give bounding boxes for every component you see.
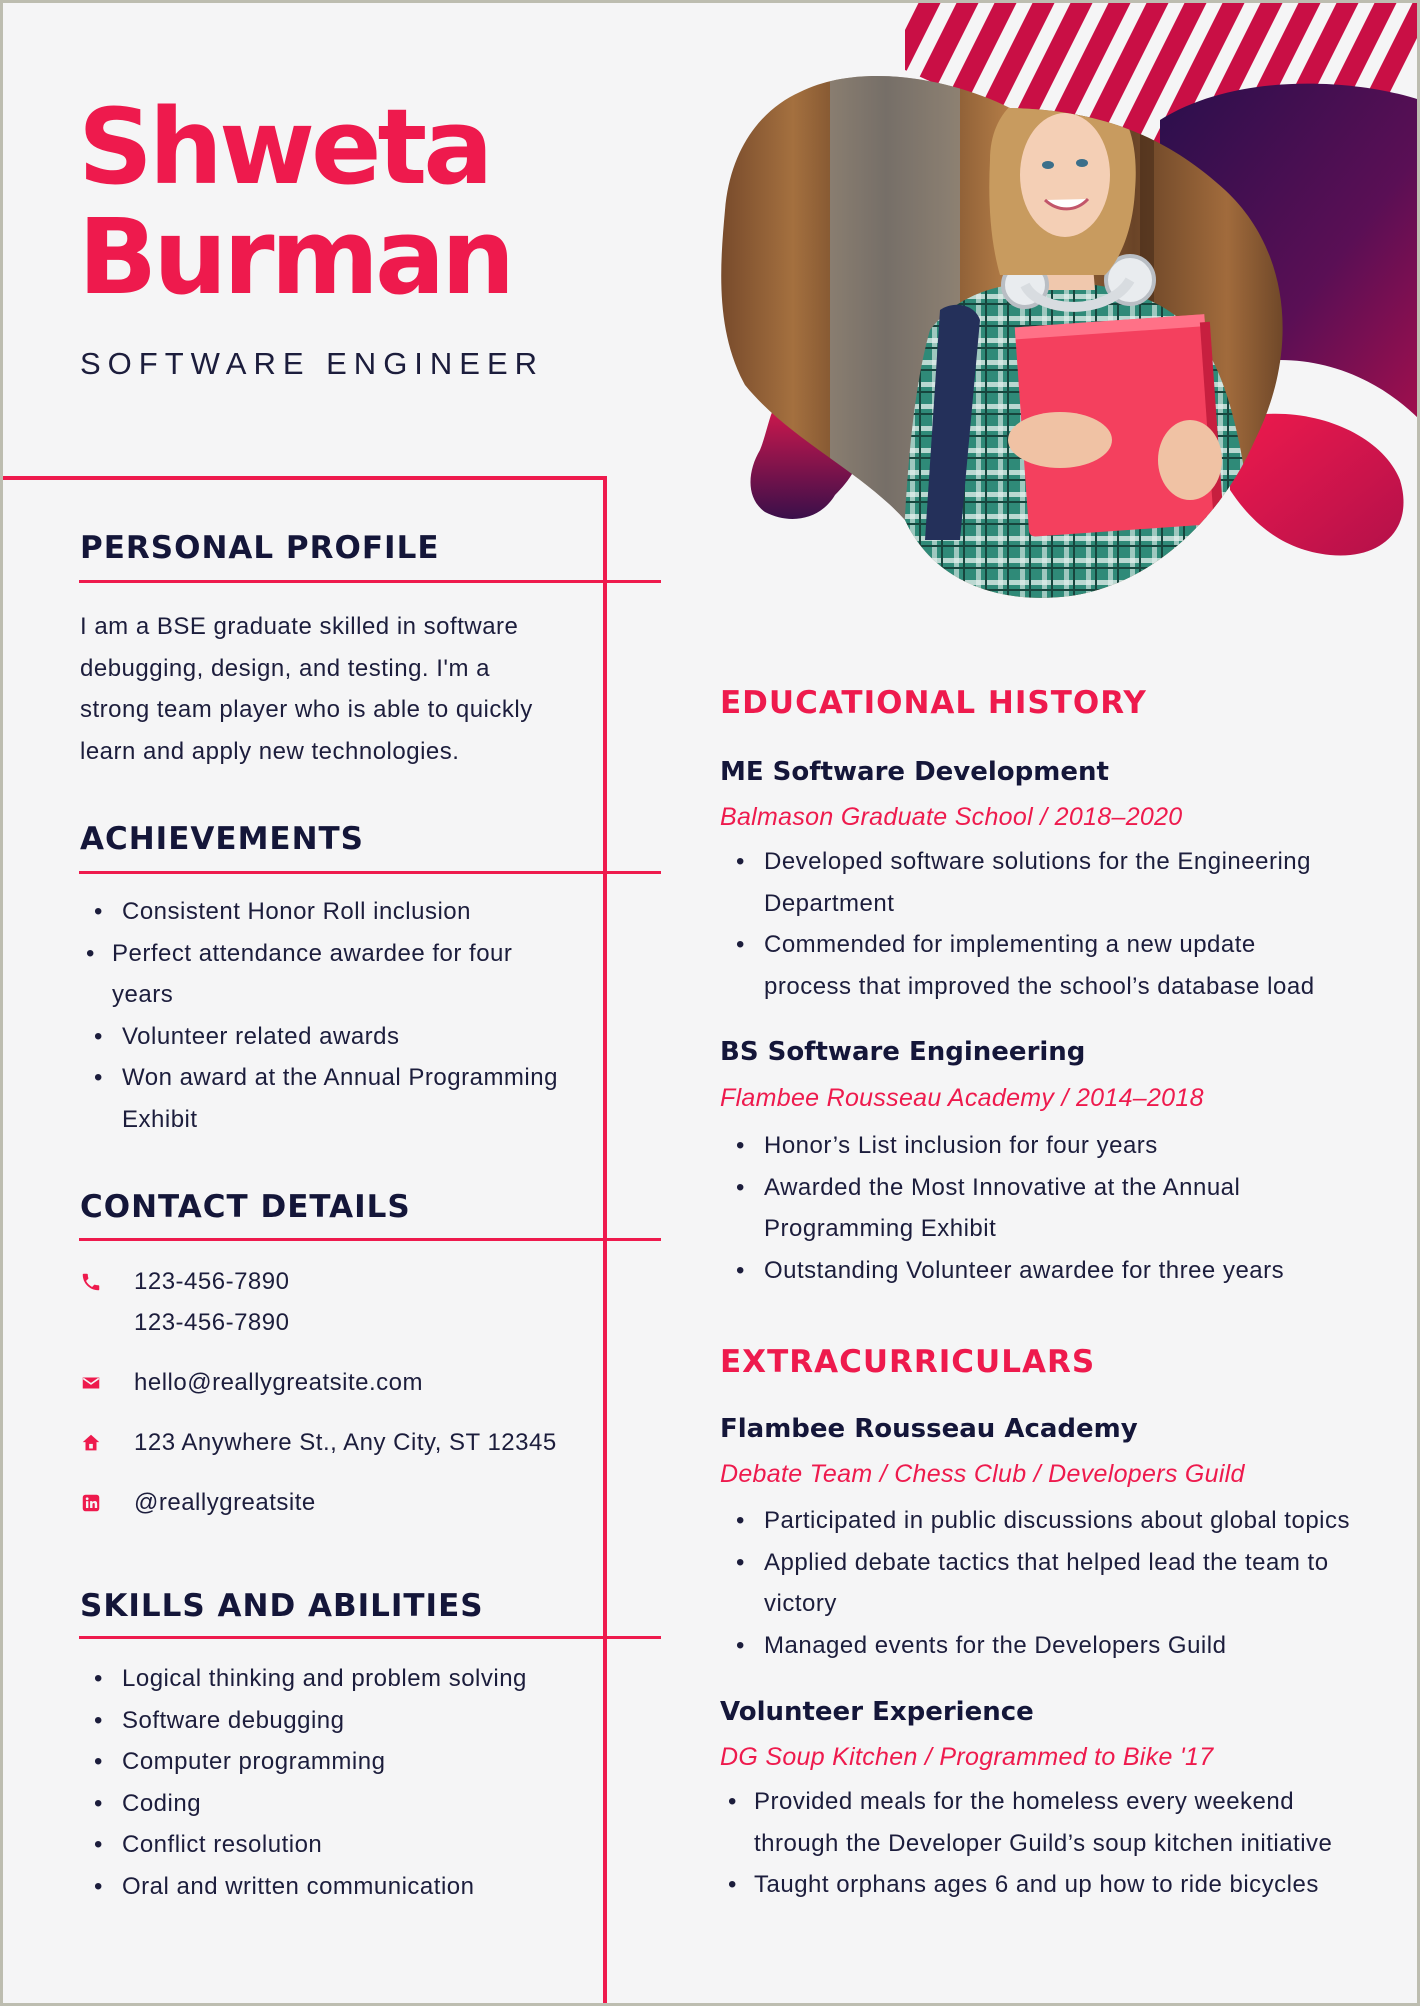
extracurricular-subtitle-1: Debate Team / Chess Club / Developers Guild [720, 1460, 1245, 1488]
extracurricular-bullets-1 [722, 1500, 1362, 1666]
list-item: • Oral and written communication [80, 1866, 580, 1908]
list-item: • Coding [80, 1783, 580, 1825]
achievements-list [80, 891, 560, 1140]
education-bullets-1 [722, 841, 1342, 1007]
list-item: • Applied debate tactics that helped lead the team to victory [722, 1542, 1362, 1625]
job-title: SOFTWARE ENGINEER [80, 346, 545, 381]
achievements-heading: ACHIEVEMENTS [80, 821, 365, 857]
list-item: • Software debugging [80, 1700, 580, 1742]
profile-rule [79, 580, 661, 583]
list-item: • Provided meals for the homeless every weekend through the Developer Guild’s soup kitchen initiative [722, 1781, 1342, 1864]
list-item: • Conflict resolution [80, 1824, 580, 1866]
extracurriculars-heading: EXTRACURRICULARS [720, 1344, 1096, 1380]
mail-icon [78, 1372, 104, 1394]
profile-text: I am a BSE graduate skilled in software debugging, design, and testing. I'm a strong team player who is able to quickly learn and apply new technologies. [80, 613, 533, 765]
list-item: • Perfect attendance awardee for four years [80, 933, 560, 1016]
education-degree-1: ME Software Development [720, 757, 1109, 787]
first-name: Shweta [78, 86, 490, 208]
education-heading: EDUCATIONAL HISTORY [720, 685, 1147, 721]
list-item: • Managed events for the Developers Guild [722, 1625, 1362, 1667]
skills-rule [79, 1636, 661, 1639]
profile-heading: PERSONAL PROFILE [80, 530, 440, 566]
linkedin-handle[interactable]: @reallygreatsite [134, 1489, 316, 1516]
list-item: • Awarded the Most Innovative at the Annual Programming Exhibit [722, 1167, 1342, 1250]
achievements-rule [79, 871, 661, 874]
home-icon [78, 1432, 104, 1454]
education-bullets-2 [722, 1125, 1342, 1291]
skills-list [80, 1658, 580, 1907]
extracurricular-title-2: Volunteer Experience [720, 1697, 1034, 1727]
list-item: • Won award at the Annual Programming Exhibit [80, 1057, 560, 1140]
vertical-divider [603, 476, 607, 2006]
top-divider [0, 476, 607, 480]
extracurricular-title-1: Flambee Rousseau Academy [720, 1414, 1138, 1444]
last-name: Burman [78, 196, 512, 318]
phone-icon [78, 1271, 104, 1293]
contact-rule [79, 1238, 661, 1241]
education-institution-1: Balmason Graduate School / 2018–2020 [720, 803, 1183, 831]
list-item: • Commended for implementing a new update process that improved the school’s database load [722, 924, 1342, 1007]
extracurricular-subtitle-2: DG Soup Kitchen / Programmed to Bike '17 [720, 1743, 1214, 1771]
list-item: • Developed software solutions for the Engineering Department [722, 841, 1342, 924]
linkedin-icon [78, 1492, 104, 1514]
phone-number-secondary[interactable]: 123-456-7890 [134, 1309, 290, 1336]
list-item: • Participated in public discussions about global topics [722, 1500, 1362, 1542]
extracurricular-bullets-2 [722, 1781, 1342, 1906]
email-address[interactable]: hello@reallygreatsite.com [134, 1369, 423, 1396]
profile-photo-artwork [700, 0, 1420, 600]
list-item: • Honor’s List inclusion for four years [722, 1125, 1342, 1167]
education-degree-2: BS Software Engineering [720, 1037, 1086, 1067]
candidate-name [78, 86, 512, 318]
phone-number-primary[interactable]: 123-456-7890 [134, 1268, 290, 1295]
contact-heading: CONTACT DETAILS [80, 1189, 411, 1225]
list-item: • Consistent Honor Roll inclusion [80, 891, 560, 933]
skills-heading: SKILLS AND ABILITIES [80, 1588, 484, 1624]
education-institution-2: Flambee Rousseau Academy / 2014–2018 [720, 1084, 1204, 1112]
street-address: 123 Anywhere St., Any City, ST 12345 [134, 1429, 557, 1456]
list-item: • Taught orphans ages 6 and up how to ride bicycles [722, 1864, 1342, 1906]
list-item: • Computer programming [80, 1741, 580, 1783]
list-item: • Logical thinking and problem solving [80, 1658, 580, 1700]
list-item: • Outstanding Volunteer awardee for three years [722, 1250, 1342, 1292]
list-item: • Volunteer related awards [80, 1016, 560, 1058]
